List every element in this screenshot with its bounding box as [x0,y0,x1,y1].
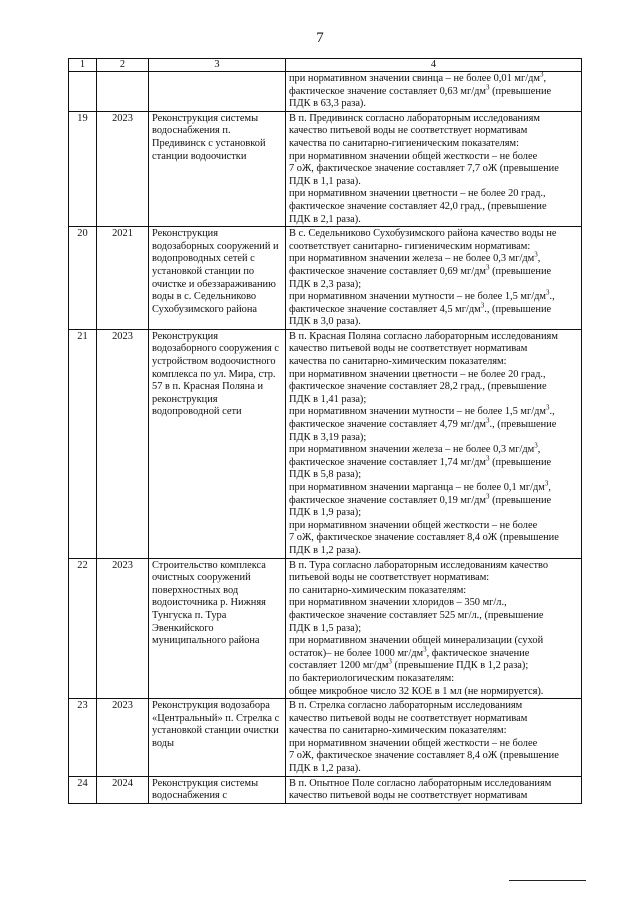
project-name-line: Строительство комплекса [152,559,266,571]
row-number-cell: 21 [69,329,97,558]
description-line: 7 оЖ, фактическое значение составляет 7,7 оЖ (превышение [289,163,559,175]
description-line: фактическое значение составляет 0,63 $мг/дм^3$ (превышение [289,83,552,97]
description-line: В п. Опытное Поле согласно лабораторным исследованиям [289,777,552,789]
project-name-line: Эвенкийского [152,622,214,634]
description-line: фактическое значение составляет 525 мг/л., (превышение [289,609,544,621]
row-number-cell: 22 [69,558,97,699]
project-name-line: водоснабжения с [152,790,228,802]
document-table [68,58,582,804]
project-name-line: очистных сооружений [152,572,251,584]
project-name-line: водоисточника р. Нижняя [152,597,266,609]
row-description-cell [286,699,582,777]
table-header-row [69,59,582,72]
description-line: при нормативном значении общей жесткости – не более [289,150,538,162]
project-name-line: Реконструкция [152,228,219,240]
project-name-line: водопроводных сетей с [152,253,255,265]
project-name-line: установкой станции по [152,265,255,277]
table-row [69,699,582,777]
row-project-name-cell [149,72,286,112]
description-line: качества по санитарно-гигиеническим показателям: [289,137,519,149]
row-year-cell: 2021 [97,227,149,330]
project-name-line: поверхностных вод [152,584,239,596]
description-line: при нормативном значении мутности – не более 1,5 $мг/дм^3$., [289,288,555,303]
page-number: 7 [316,30,324,46]
description-line: при нормативном значении общей жесткости – не более [289,519,538,531]
description-line: 7 оЖ, фактическое значение составляет 8,4 оЖ (превышение [289,532,559,544]
project-name-line: установкой станции очистки [152,725,279,737]
project-name-line: воды в с. Седельниково [152,291,257,303]
description-line: общее микробное число 32 КОЕ в 1 мл (не нормируется). [289,685,544,697]
table-row [69,227,582,330]
header-cell-3: 3 [149,59,286,72]
row-project-name-cell [149,329,286,558]
row-year-cell: 2023 [97,558,149,699]
project-name-line: водозаборных сооружений и [152,240,279,252]
project-name-line: водоснабжения п. [152,125,231,137]
description-line: при нормативном значении железа – не более 0,3 $мг/дм^3$, [289,441,541,456]
description-line: при нормативном значении цветности – не более 20 град., [289,188,546,200]
description-line: при нормативном значении хлоридов – 350 мг/л., [289,597,507,609]
header-cell-1: 1 [69,59,97,72]
description-line: ПДК в 1,41 раза); [289,393,367,405]
description-line: по бактериологическим показателям: [289,672,455,684]
description-line: ПДК в 3,19 раза); [289,431,367,443]
row-number-cell: 19 [69,111,97,226]
header-cell-4: 4 [286,59,582,72]
description-line: ПДК в 1,9 раза); [289,507,362,519]
description-line: В п. Красная Поляна согласно лабораторным исследованиям [289,330,558,342]
description-line: качество питьевой воды не соответствует нормативам [289,712,528,724]
table-row [69,111,582,226]
description-line: ПДК в 1,2 раза). [289,544,361,556]
description-line: 7 оЖ, фактическое значение составляет 8,4 оЖ (превышение [289,750,559,762]
row-project-name-cell [149,558,286,699]
row-description-cell [286,72,582,112]
project-name-line: воды [152,737,174,749]
description-line: фактическое значение составляет 4,79 $мг/дм^3$., (превышение [289,416,557,431]
description-line: качества по санитарно-химическим показателям: [289,356,507,368]
description-line: ПДК в 5,8 раза); [289,469,362,481]
project-name-line: Реконструкция системы [152,777,259,789]
project-name-line: 57 в п. Красная Поляна и [152,381,264,393]
description-line: ПДК в 3,0 раза). [289,316,361,328]
row-number-cell: 24 [69,776,97,803]
table-row [69,776,582,803]
project-name-line: Сухобузимского района [152,303,258,315]
project-name-line: устройством водоочистного [152,356,276,368]
row-description-cell [286,776,582,803]
footer-rule [509,880,586,881]
description-line: качества по санитарно-химическим показателям: [289,725,507,737]
project-name-line: Предивинск с установкой [152,137,266,149]
project-name-line: станции водоочистки [152,150,247,162]
description-line: при нормативном значении свинца – не более 0,01 $мг/дм^3$, [289,70,547,84]
description-line: качество питьевой воды не соответствует нормативам [289,125,528,137]
description-line: фактическое значение составляет 0,69 $мг/дм^3$ (превышение [289,263,552,277]
row-project-name-cell [149,111,286,226]
description-line: при нормативном значении железа – не более 0,3 $мг/дм^3$, [289,250,541,265]
row-number-cell [69,72,97,112]
description-line: соответствует санитарно- гигиеническим нормативам: [289,240,531,252]
project-name-line: комплекса по ул. Мира, стр. [152,368,276,380]
project-name-line: Тунгуска п. Тура [152,609,227,621]
description-line: при нормативном значении общей жесткости – не более [289,737,538,749]
table-row [69,558,582,699]
row-description-cell [286,558,582,699]
description-line: при нормативном значении общей минерализации (сухой [289,635,544,647]
project-name-line: водопроводной сети [152,406,242,418]
description-line: В п. Предивинск согласно лабораторным исследованиям [289,112,541,124]
row-project-name-cell [149,699,286,777]
description-line: остаток)– не более 1000 $мг/дм^3$, фактическое значение [289,645,530,659]
row-project-name-cell [149,227,286,330]
description-line: качество питьевой воды не соответствует нормативам [289,790,528,802]
project-name-line: Реконструкция водозабора [152,700,270,712]
description-line: ПДК в 2,1 раза). [289,213,361,225]
row-project-name-cell [149,776,286,803]
row-description-cell [286,329,582,558]
row-number-cell: 23 [69,699,97,777]
project-name-line: водозаборного сооружения с [152,343,280,355]
project-name-line: Реконструкция [152,330,219,342]
description-line: фактическое значение составляет 28,2 град., (превышение [289,381,547,393]
description-line: составляет 1200 $мг/дм^3$ (превышение ПДК в 1,2 раза); [289,657,529,672]
description-line: фактическое значение составляет 4,5 $мг/дм^3$., (превышение [289,301,552,315]
description-line: фактическое значение составляет 0,19 $мг/дм^3$ (превышение [289,492,552,506]
row-year-cell [97,72,149,112]
table-row [69,329,582,558]
description-line: ПДК в 2,3 раза); [289,278,362,290]
row-year-cell: 2024 [97,776,149,803]
row-year-cell: 2023 [97,111,149,226]
table-row [69,72,582,112]
project-name-line: Реконструкция системы [152,112,259,124]
project-name-line: «Центральный» п. Стрелка с [152,712,280,724]
project-name-line: реконструкция [152,393,218,405]
row-year-cell: 2023 [97,699,149,777]
description-line: В п. Стрелка согласно лабораторным исследованиям [289,700,523,712]
row-year-cell: 2023 [97,329,149,558]
row-description-cell [286,227,582,330]
row-number-cell: 20 [69,227,97,330]
description-line: по санитарно-химическим показателям: [289,584,467,596]
description-line: ПДК в 1,1 раза). [289,175,361,187]
description-line: В п. Тура согласно лабораторным исследованиям качество [289,559,549,571]
description-line: ПДК в 63,3 раза). [289,98,366,110]
description-line: при нормативном значении мутности – не более 1,5 $мг/дм^3$., [289,403,555,418]
row-description-cell [286,111,582,226]
project-name-line: муниципального района [152,635,260,647]
description-line: фактическое значение составляет 1,74 $мг/дм^3$ (превышение [289,454,552,468]
description-line: В с. Седельниково Сухобузимского района качество воды не [289,228,557,240]
description-line: ПДК в 1,5 раза); [289,622,362,634]
description-line: ПДК в 1,2 раза). [289,763,361,775]
description-line: фактическое значение составляет 42,0 град., (превышение [289,200,547,212]
description-line: при нормативном значении цветности – не более 20 град., [289,368,546,380]
description-line: качество питьевой воды не соответствует нормативам [289,343,528,355]
project-name-line: очистке и обеззараживанию [152,278,276,290]
header-cell-2: 2 [97,59,149,72]
description-line: при нормативном значении марганца – не более 0,1 $мг/дм^3$, [289,479,551,493]
description-line: питьевой воды не соответствует нормативам: [289,572,490,584]
